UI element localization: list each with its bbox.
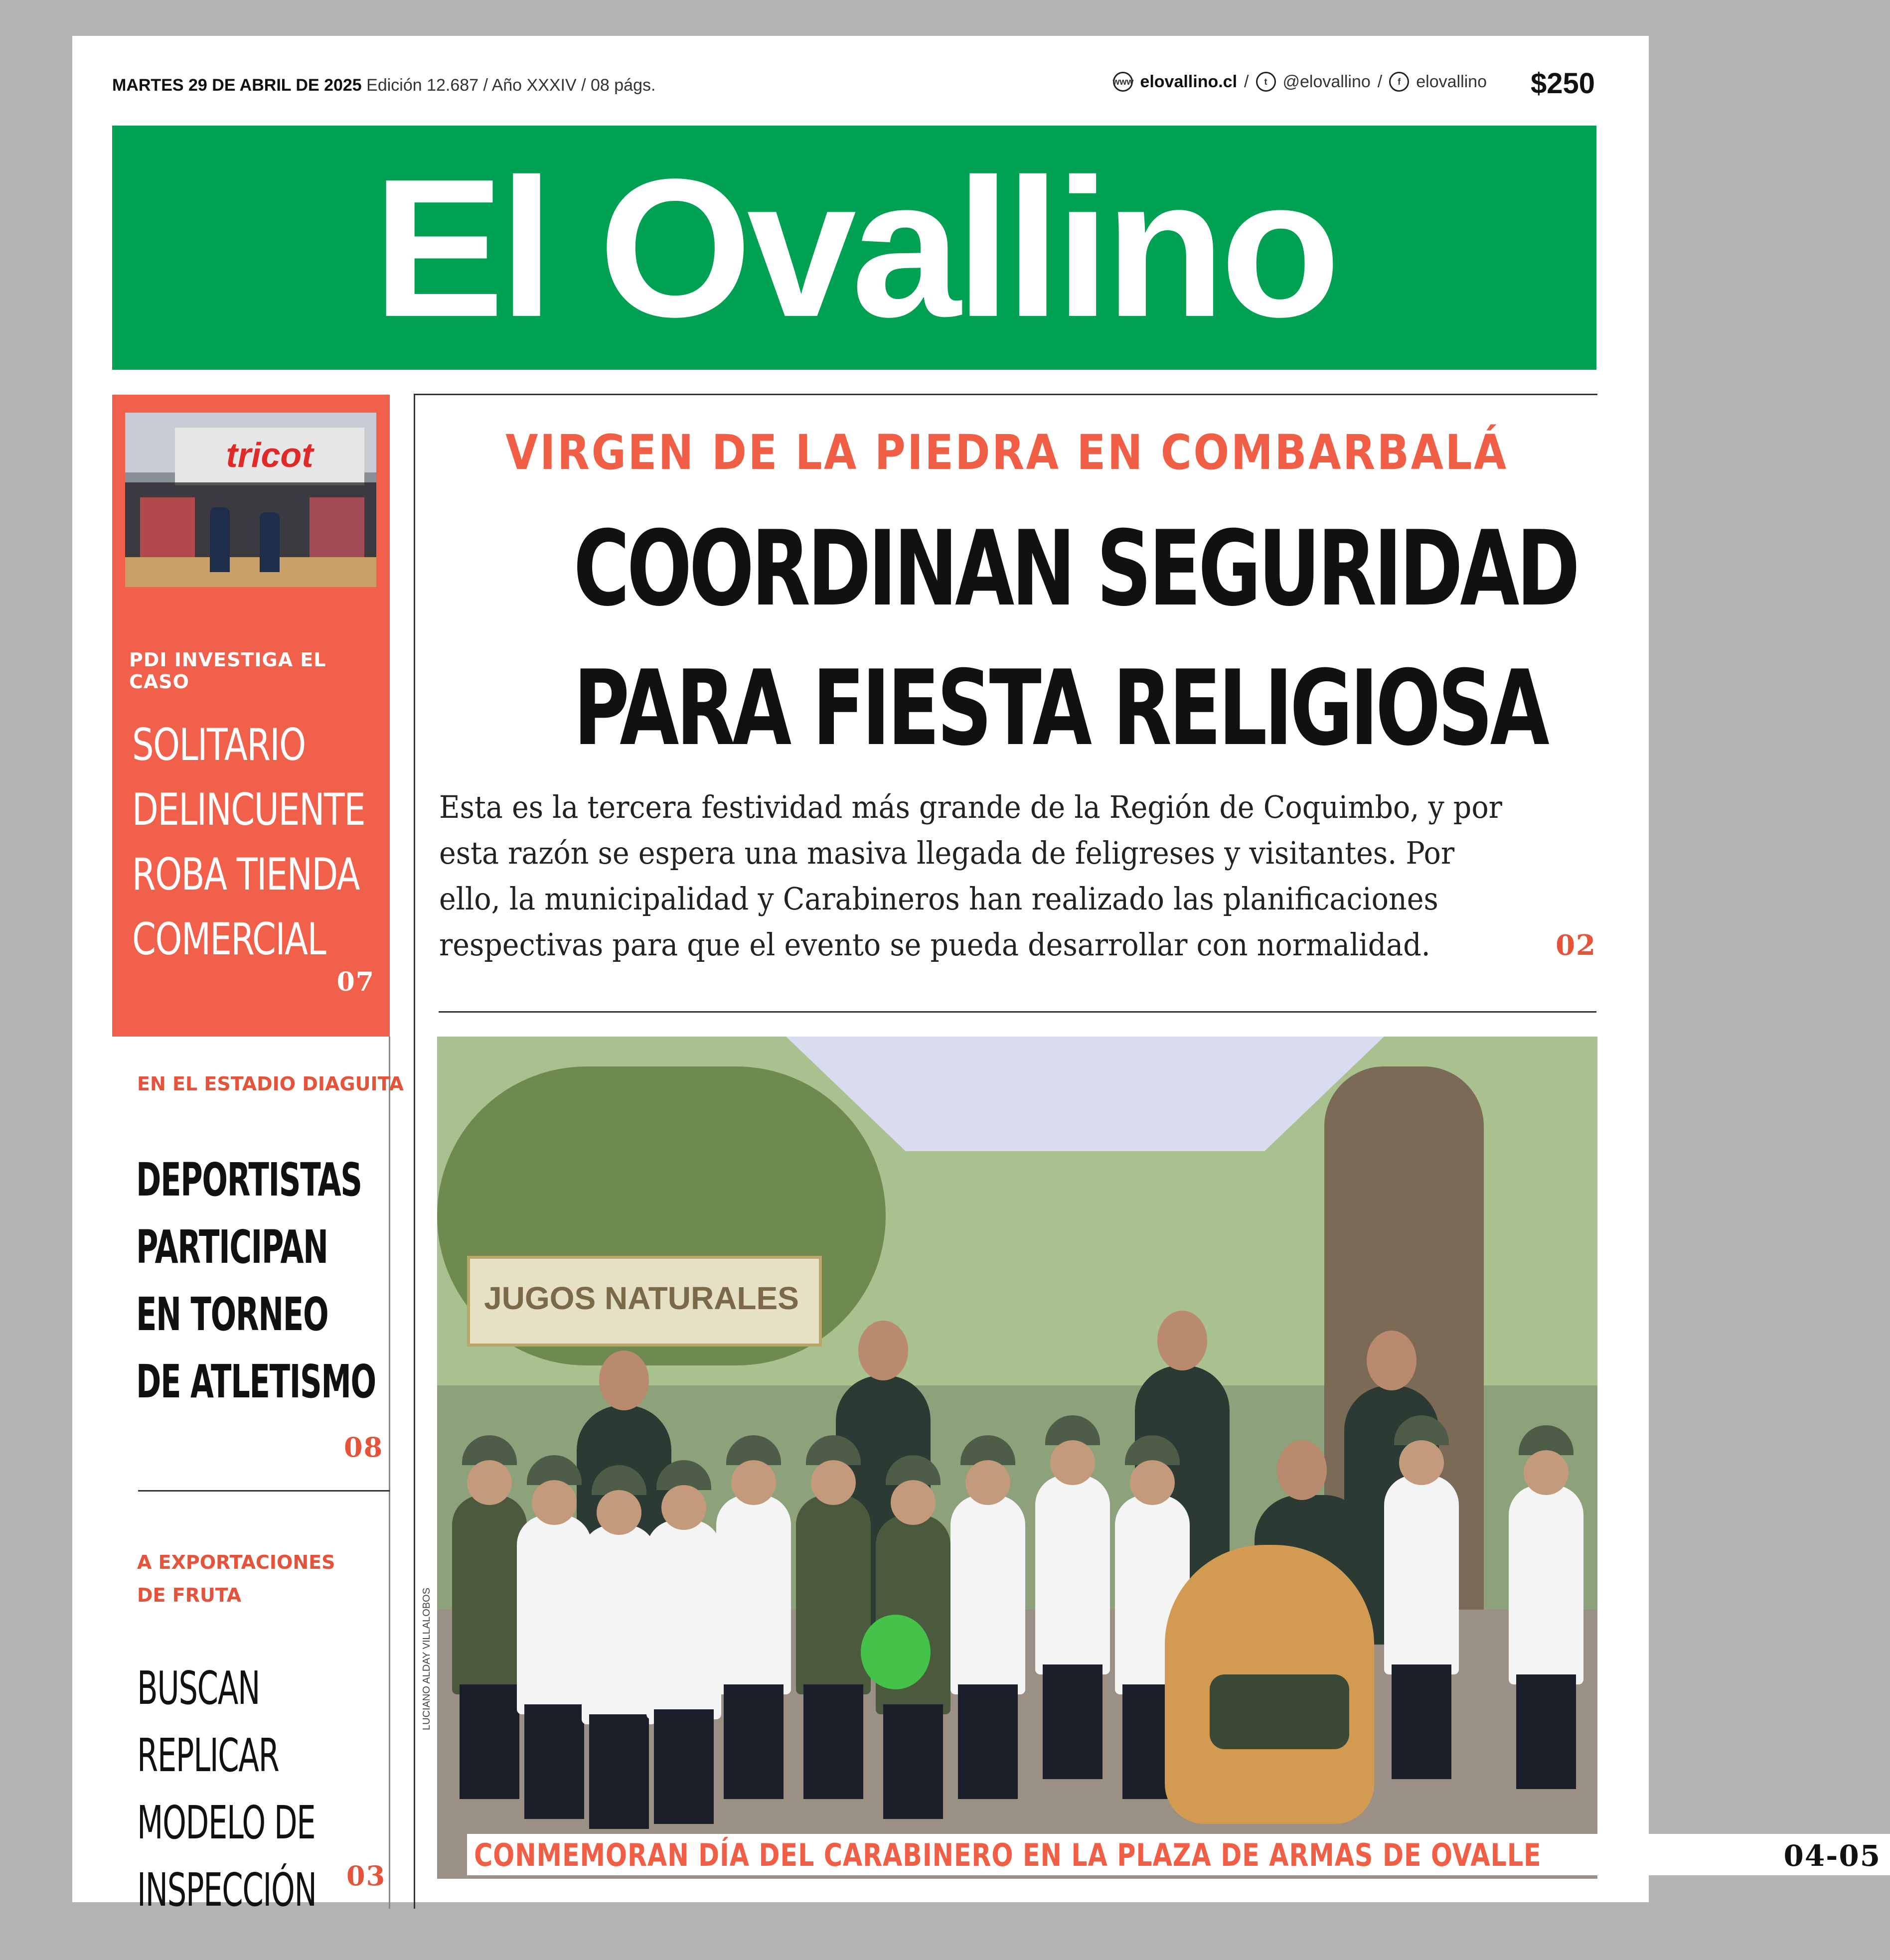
facebook-handle[interactable]: elovallino [1416, 72, 1487, 91]
main-story-rule [414, 394, 415, 1909]
website-link[interactable]: elovallino.cl [1140, 72, 1238, 91]
deck-line: ello, la municipalidad y Carabineros han realizado las planificaciones [439, 881, 1438, 917]
story3-page-ref: 03 [346, 1860, 386, 1892]
twitter-handle[interactable]: @elovallino [1282, 72, 1371, 91]
photo-credit: LUCIANO ALDAY VILLALOBOS [421, 1587, 432, 1730]
store-sign-logo: tricot [226, 436, 314, 474]
headline-line: REPLICAR [137, 1729, 279, 1782]
store-photo [125, 413, 376, 586]
photo-window [140, 497, 195, 557]
child-figure [1509, 1485, 1583, 1684]
photo-officer [210, 507, 230, 572]
child-figure [646, 1520, 721, 1719]
story1-headline[interactable] [132, 713, 365, 972]
main-headline[interactable] [421, 499, 1592, 778]
headline-line: PARTICIPAN [136, 1220, 328, 1274]
main-deck [439, 784, 1585, 968]
social-links [1113, 72, 1487, 92]
newspaper-page [72, 36, 1882, 1917]
main-story-rule [414, 394, 1597, 395]
photo-caption [467, 1834, 1890, 1875]
story3-kicker [137, 1546, 376, 1612]
main-divider [439, 1011, 1596, 1013]
photo-floor [125, 557, 376, 587]
kicker-line: A EXPORTACIONES [137, 1551, 335, 1573]
photo-officer [260, 512, 280, 572]
story3-headline[interactable] [137, 1655, 316, 1924]
main-page-ref: 02 [1556, 929, 1596, 962]
story-divider [138, 1490, 390, 1492]
story1-kicker: PDI INVESTIGA EL CASO [129, 649, 326, 693]
headline-line: DELINCUENTE [132, 784, 365, 835]
kicker-line: DE FRUTA [137, 1584, 242, 1606]
column-divider [389, 1037, 390, 1909]
story2-page-ref: 08 [344, 1431, 384, 1463]
headline-line: ROBA TIENDA [132, 849, 359, 900]
facebook-icon: f [1389, 72, 1409, 92]
photo-people [437, 1346, 1597, 1625]
headline-line: MODELO DE [137, 1796, 315, 1849]
issue-date: MARTES 29 DE ABRIL DE 2025 [112, 76, 362, 95]
story1-page-ref: 07 [336, 967, 375, 997]
deck-line: esta razón se espera una masiva llegada de feligreses y visitantes. Por [439, 835, 1455, 871]
headline-line: INSPECCIÓN [137, 1863, 316, 1917]
issue-info [112, 76, 655, 95]
headline-line: COMERCIAL [132, 913, 326, 965]
caption-page-ref: 04-05 [1783, 1839, 1882, 1873]
twitter-icon: t [1256, 72, 1276, 92]
carabinero-day-photo[interactable] [437, 1037, 1882, 1879]
headline-line: DE ATLETISMO [136, 1355, 376, 1408]
child-figure [1384, 1475, 1459, 1674]
child-figure [452, 1495, 527, 1694]
police-dog [1165, 1545, 1374, 1824]
headline-line: PARA FIESTA RELIGIOSA [573, 648, 1547, 769]
headline-line: SOLITARIO [132, 719, 306, 770]
deck-line: respectivas para que el evento se pueda desarrollar con normalidad. [439, 926, 1430, 963]
child-figure [950, 1495, 1025, 1694]
stall-sign: JUGOS NATURALES [484, 1280, 799, 1316]
price: $250 [1530, 67, 1595, 100]
story-box-theft[interactable] [112, 395, 390, 1037]
photo-window [310, 497, 364, 557]
headline-line: COORDINAN SEGURIDAD [573, 509, 1577, 629]
headline-line: BUSCAN [137, 1661, 260, 1715]
green-balloon [861, 1615, 931, 1689]
child-figure [716, 1495, 791, 1694]
separator: / [1244, 72, 1249, 91]
main-kicker [416, 425, 1597, 480]
story2-headline[interactable] [136, 1146, 376, 1415]
headline-line: EN TORNEO [136, 1288, 328, 1341]
deck-line: Esta es la tercera festividad más grande de la Región de Coquimbo, y por [439, 789, 1502, 825]
headline-line: DEPORTISTAS [136, 1153, 362, 1206]
child-figure [796, 1495, 871, 1694]
caption-text: CONMEMORAN DÍA DEL CARABINERO EN LA PLAZA DE ARMAS DE OVALLE [474, 1837, 1542, 1873]
main-kicker-text: VIRGEN DE LA PIEDRA EN COMBARBALÁ [505, 425, 1508, 480]
separator: / [1377, 72, 1383, 91]
masthead [112, 126, 1596, 370]
masthead-title: El Ovallino [373, 137, 1336, 358]
child-figure [1035, 1475, 1110, 1674]
child-figure [517, 1515, 592, 1714]
child-figure [582, 1525, 656, 1724]
edition-info: Edición 12.687 / Año XXXIV / 08 págs. [366, 76, 656, 95]
web-icon: www [1113, 72, 1133, 92]
story2-kicker: EN EL ESTADIO DIAGUITA [137, 1073, 404, 1095]
